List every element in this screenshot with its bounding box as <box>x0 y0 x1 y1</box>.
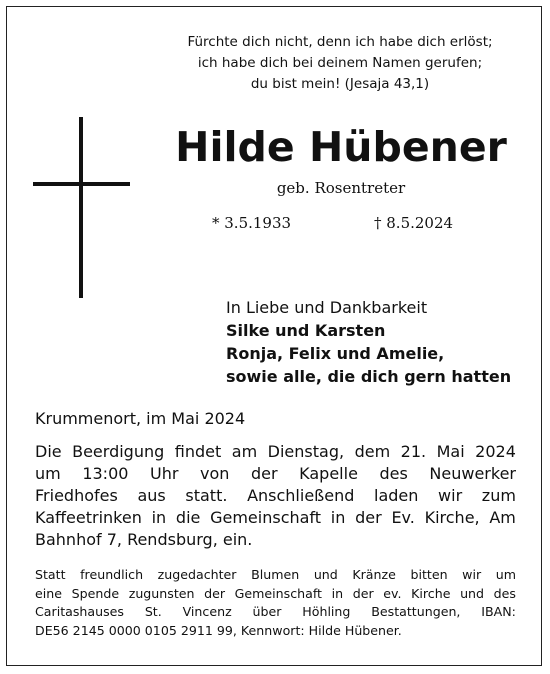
place-and-date: Krummenort, im Mai 2024 <box>35 409 246 428</box>
word: Kirche <box>411 585 451 601</box>
funeral-line: Bahnhof 7, Rendsburg, ein. <box>35 530 253 549</box>
word: Die <box>35 442 62 461</box>
word: der <box>204 585 226 601</box>
word: Friedhofes <box>35 486 118 505</box>
word: in <box>331 585 344 601</box>
bible-verse <box>170 32 510 95</box>
word: von <box>200 464 230 483</box>
donation-line <box>35 585 516 604</box>
word: statt. <box>185 486 228 505</box>
funeral-info <box>35 441 516 551</box>
word: am <box>231 442 258 461</box>
donation-line <box>35 603 516 622</box>
word: Kaffeetrinken <box>35 508 142 527</box>
word: zugunsten <box>128 585 195 601</box>
word: Am <box>489 508 516 527</box>
verse-line: ich habe dich bei deinem Namen gerufen; <box>197 55 483 71</box>
verse-line: du bist mein! (Jesaja 43,1) <box>250 76 430 92</box>
donation-line: DE56 2145 0000 0105 2911 99, Kennwort: Hilde Hübener. <box>35 622 402 638</box>
word: und <box>313 567 338 582</box>
word: in <box>330 508 346 527</box>
word: Gemeinschaft <box>234 585 322 601</box>
word: Gemeinschaft <box>210 508 322 527</box>
word: dem <box>354 442 391 461</box>
word: um <box>495 567 516 582</box>
mourners-block <box>226 296 511 388</box>
verse-line: Fürchte dich nicht, denn ich habe dich erlöst; <box>187 34 493 50</box>
word: Mai <box>436 442 465 461</box>
cross-horizontal-bar <box>33 182 130 186</box>
death-date: † 8.5.2024 <box>374 214 454 232</box>
word: Beerdigung <box>72 442 165 461</box>
word: Vincenz <box>182 604 232 619</box>
birth-name: geb. Rosentreter <box>276 179 406 197</box>
word: Spende <box>71 585 120 601</box>
mourner-line: sowie alle, die dich gern hatten <box>226 367 512 386</box>
word: Uhr <box>150 464 179 483</box>
word: St. <box>144 604 162 619</box>
word: der <box>352 585 374 601</box>
word: Statt <box>35 567 66 582</box>
cross-vertical-bar <box>79 117 83 298</box>
mourner-line: Ronja, Felix und Amelie, <box>226 344 445 363</box>
word: des <box>379 464 408 483</box>
word: zugedachter <box>157 567 237 582</box>
word: Caritashauses <box>35 604 124 619</box>
funeral-line <box>35 507 516 529</box>
word: Höhling <box>302 604 351 619</box>
word: über <box>252 604 282 619</box>
word: 21. <box>400 442 427 461</box>
word: Kapelle <box>299 464 358 483</box>
word: Kränze <box>352 567 396 582</box>
funeral-line <box>35 463 516 485</box>
word: des <box>493 585 516 601</box>
mourner-line: Silke und Karsten <box>226 321 386 340</box>
birth-date: * 3.5.1933 <box>212 214 292 232</box>
word: 2024 <box>475 442 516 461</box>
funeral-line <box>35 485 516 507</box>
word: laden <box>374 486 419 505</box>
word: Neuwerker <box>429 464 516 483</box>
word: zum <box>481 486 516 505</box>
word: Dienstag, <box>267 442 345 461</box>
word: Blumen <box>251 567 300 582</box>
mourners-intro: In Liebe und Dankbarkeit <box>226 298 428 317</box>
funeral-line <box>35 441 516 463</box>
word: Bestattungen, <box>371 604 461 619</box>
word: findet <box>174 442 222 461</box>
word: IBAN: <box>481 604 516 619</box>
word: aus <box>137 486 166 505</box>
word: wir <box>438 486 463 505</box>
word: in <box>151 508 167 527</box>
donation-request <box>35 566 516 640</box>
word: wir <box>462 567 482 582</box>
word: freundlich <box>80 567 144 582</box>
word: um <box>35 464 61 483</box>
deceased-name: Hilde Hübener <box>175 123 507 171</box>
word: 13:00 <box>82 464 129 483</box>
word: die <box>175 508 201 527</box>
word: eine <box>35 585 62 601</box>
word: und <box>460 585 485 601</box>
word: Ev. <box>391 508 415 527</box>
word: bitten <box>410 567 448 582</box>
word: der <box>251 464 278 483</box>
donation-line <box>35 566 516 585</box>
word: ev. <box>383 585 402 601</box>
word: Kirche, <box>424 508 480 527</box>
word: der <box>355 508 382 527</box>
word: Anschließend <box>247 486 355 505</box>
